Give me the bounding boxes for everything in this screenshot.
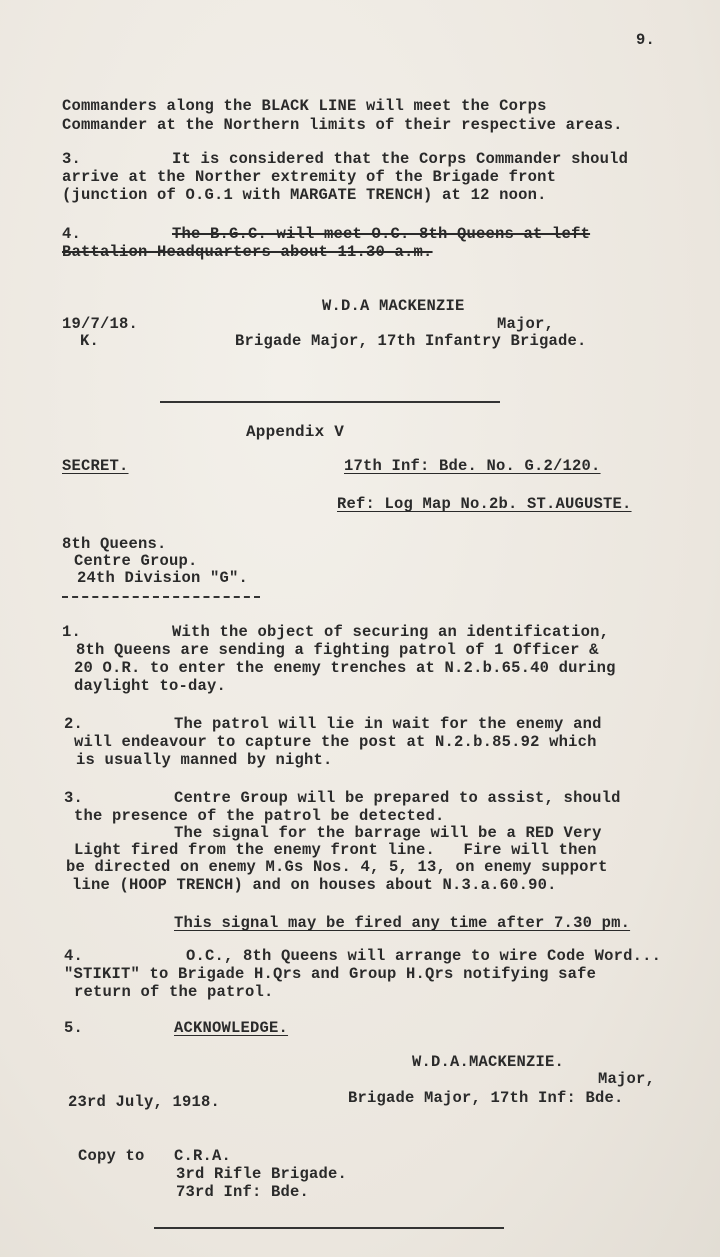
para3-line-3: (junction of O.G.1 with MARGATE TRENCH) at 12 noon. — [62, 186, 547, 204]
top-date: 19/7/18. — [62, 315, 139, 333]
bottom-divider — [154, 1227, 504, 1229]
p2-line-3: is usually manned by night. — [76, 751, 333, 769]
section-divider — [160, 401, 500, 403]
p1-number: 1. — [62, 623, 82, 641]
copy-recipient-3: 73rd Inf: Bde. — [176, 1183, 310, 1201]
para4-struck-line-1: The B.G.C. will meet O.C. 8th Queens at left — [172, 225, 591, 243]
appendix-signatory: W.D.A.MACKENZIE. — [412, 1053, 565, 1071]
appendix-position: Brigade Major, 17th Inf: Bde. — [348, 1089, 624, 1107]
top-rank: Major, — [497, 315, 555, 333]
addressee-3: 24th Division "G". — [77, 569, 249, 587]
p1-line-2: 8th Queens are sending a fighting patrol of 1 Officer & — [76, 641, 599, 659]
top-initial: K. — [80, 332, 100, 350]
map-reference: Ref: Log Map No.2b. ST.AUGUSTE. — [337, 495, 632, 513]
p3-line-2: the presence of the patrol be detected. — [74, 807, 445, 825]
para4-number: 4. — [62, 225, 82, 243]
p2-line-2: will endeavour to capture the post at N.2.b.85.92 which — [74, 733, 597, 751]
top-signatory: W.D.A MACKENZIE — [322, 297, 465, 315]
copy-to-label: Copy to — [78, 1147, 145, 1165]
addressee-1: 8th Queens. — [62, 535, 167, 553]
intro-line-1: Commanders along the BLACK LINE will meet the Corps — [62, 97, 547, 115]
p2-number: 2. — [64, 715, 84, 733]
para3-line-1: It is considered that the Corps Commander should — [172, 150, 629, 168]
p5-acknowledge: ACKNOWLEDGE. — [174, 1019, 289, 1037]
p1-line-3: 20 O.R. to enter the enemy trenches at N.2.b.65.40 during — [74, 659, 616, 677]
copy-recipient-2: 3rd Rifle Brigade. — [176, 1165, 348, 1183]
top-position: Brigade Major, 17th Infantry Brigade. — [235, 332, 587, 350]
addressee-2: Centre Group. — [74, 552, 198, 570]
p4-line-3: return of the patrol. — [74, 983, 274, 1001]
appendix-rank: Major, — [598, 1070, 656, 1088]
page-number: 9. — [636, 31, 656, 49]
p5-number: 5. — [64, 1019, 84, 1037]
p3-line-6: line (HOOP TRENCH) and on houses about N.3.a.60.90. — [72, 876, 557, 894]
p3-line-1: Centre Group will be prepared to assist, should — [174, 789, 621, 807]
p4-line-2: "STIKIT" to Brigade H.Qrs and Group H.Qrs notifying safe — [64, 965, 597, 983]
para3-number: 3. — [62, 150, 82, 168]
p4-line-1: O.C., 8th Queens will arrange to wire Code Word... — [186, 947, 662, 965]
p2-line-1: The patrol will lie in wait for the enemy and — [174, 715, 602, 733]
p3-line-4: Light fired from the enemy front line. Fire will then — [74, 841, 597, 859]
intro-line-2: Commander at the Northern limits of their respective areas. — [62, 116, 623, 134]
p3-line-3: The signal for the barrage will be a RED Very — [174, 824, 602, 842]
p3-signal-note: This signal may be fired any time after 7.30 pm. — [174, 914, 631, 932]
appendix-title: Appendix V — [246, 423, 345, 441]
p4-number: 4. — [64, 947, 84, 965]
p1-line-4: daylight to-day. — [74, 677, 227, 695]
para3-line-2: arrive at the Norther extremity of the Brigade front — [62, 168, 557, 186]
copy-recipient-1: C.R.A. — [174, 1147, 232, 1165]
reference-number: 17th Inf: Bde. No. G.2/120. — [344, 457, 601, 475]
appendix-date: 23rd July, 1918. — [68, 1093, 221, 1111]
para4-struck-line-2: Battalion Headquarters about 11.30 a.m. — [62, 243, 433, 261]
p3-line-5: be directed on enemy M.Gs Nos. 4, 5, 13, on enemy support — [66, 858, 608, 876]
p3-number: 3. — [64, 789, 84, 807]
addressee-dashes — [62, 596, 260, 598]
p1-line-1: With the object of securing an identification, — [172, 623, 610, 641]
secret-classification: SECRET. — [62, 457, 129, 475]
